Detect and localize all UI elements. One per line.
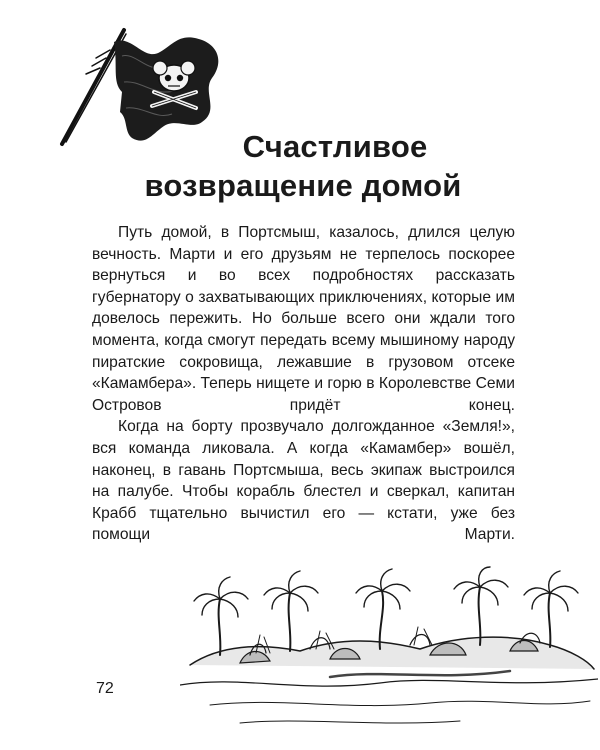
paragraph-1: Путь домой, в Портсмыш, казалось, длился целую вечность. Марти и его друзьям не терпелось поскорее вернуться и во всех подробностях рассказать губернатору о захватывающих приключениях, которые им довелось пережить. Но больше всего они ждали того момента, когда смогут передать всему мышиному народу пиратские сокровища, лежавшие в грузовом отсеке «Камамбера». Теперь нищете и горю в Королевстве Семи Островов придёт конец.	[92, 224, 515, 414]
paragraph-2: Когда на борту прозвучало долгожданное «Земля!», вся команда ликовала. А когда «Камамбер» вошёл, наконец, в гавань Портсмыша, весь экипаж выстроился на палубе. Чтобы корабль блестел и сверкал, капитан Крабб тщательно вычистил его — кстати, уже без помощи Марти.	[92, 418, 515, 544]
island-illustration	[180, 565, 598, 730]
chapter-body	[92, 222, 515, 546]
page-number: 72	[96, 680, 114, 697]
chapter-title-line-2: возвращение домой	[144, 168, 462, 203]
chapter-title-line-1: Счастливое	[242, 129, 428, 164]
